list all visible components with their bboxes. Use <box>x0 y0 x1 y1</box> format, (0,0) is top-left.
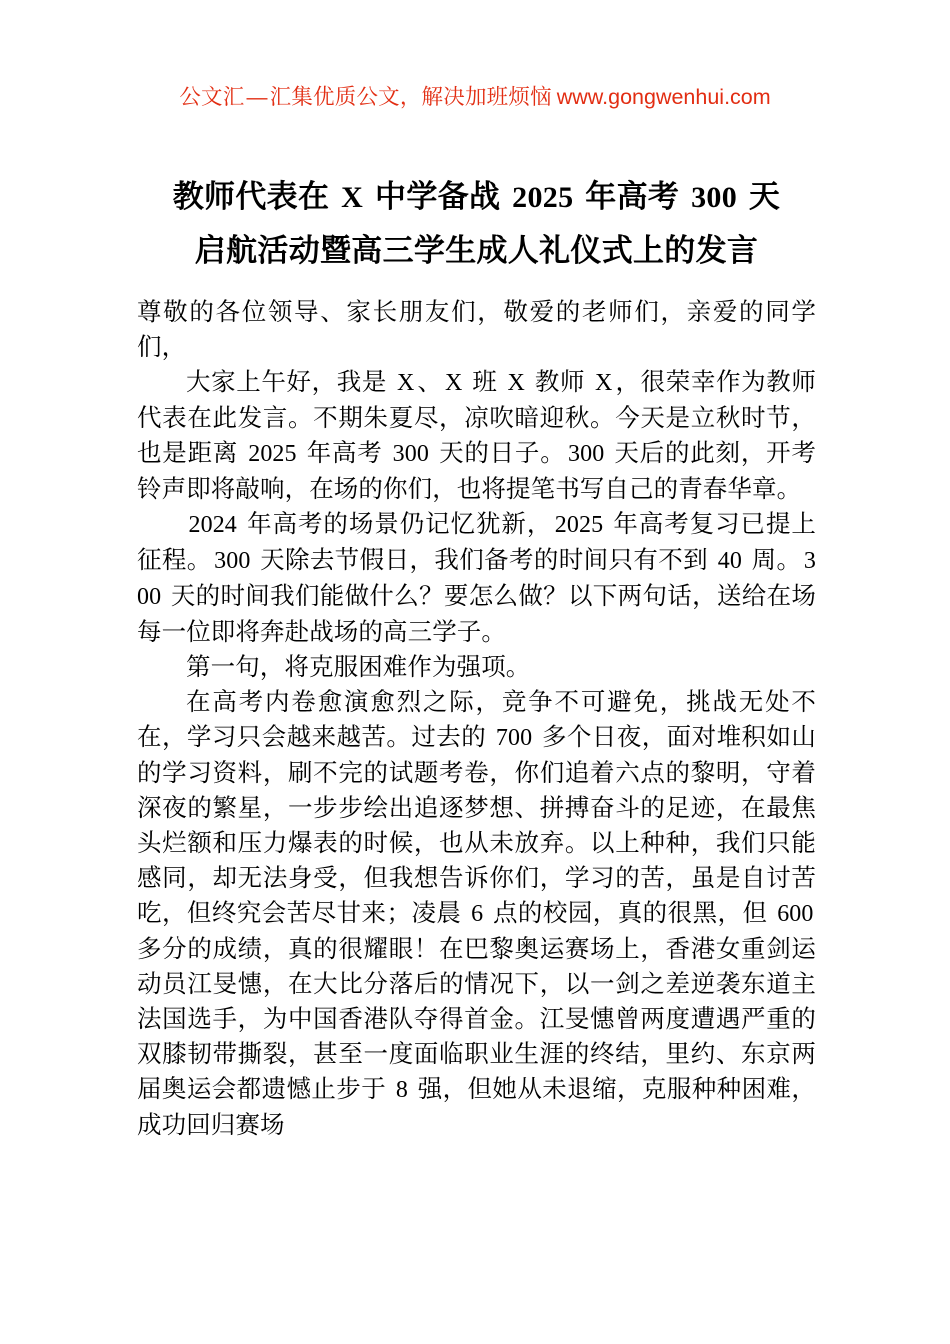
paragraph-point-one-heading: 第一句，将克服困难作为强项。 <box>186 654 531 681</box>
site-brand: 公文汇 <box>179 85 245 109</box>
paragraph-opening: 大家上午好，我是 X 、 X 班 X 教师 X ，很荣幸作为教师代表在此发言。不期朱夏尽，凉吹暗迎秋。今天是立秋时节，也是距离 2025 年高考 300 天的日子。 300 天后的此刻，开考铃声即将敲响，在场的你们，也将提笔书写自己的青春华章。 <box>137 369 816 503</box>
site-separator: — <box>246 86 268 109</box>
page-title <box>137 170 816 277</box>
document-body <box>137 170 816 1143</box>
paragraph-salutation: 尊敬的各位领导、家长朋友们，敬爱的老师们，亲爱的同学们， <box>137 299 816 361</box>
site-banner <box>0 80 950 111</box>
paragraph-point-one-body: 在高考内卷愈演愈烈之际，竞争不可避免，挑战无处不在，学习只会越来越苦。过去的 700 多个日夜，面对堆积如山的学习资料，刷不完的试题考卷，你们追着六点的黎明，守着深夜的繁星，一步步绘出追逐梦想、拼搏奋斗的足迹，在最焦头烂额和压力爆表的时候，也从未放弃。以上种种，我们只能感同，却无法身受，但我想告诉你们，学习的苦，虽是自讨苦吃，但终究会苦尽甘来；凌晨 6 点的校园，真的很黑，但 600 多分的成绩，真的很耀眼！在巴黎奥运赛场上，香港女重剑运动员江旻憓，在大比分落后的情况下，以一剑之差逆袭东道主法国选手，为中国香港队夺得首金。江旻憓曾两度遭遇严重的双膝韧带撕裂，甚至一度面临职业生涯的终结，里约、东京两届奥运会都遗憾止步于 8 强，但她从未退缩，克服种种困难，成功回归赛场 <box>137 689 816 1139</box>
page-title-line-1: 教师代表在 X 中学备战 2025 年高考 300 天 <box>172 179 781 214</box>
site-url[interactable]: www.gongwenhui.com <box>556 85 771 109</box>
paragraph-countdown: 2024 年高考的场景仍记忆犹新， 2025 年高考复习已提上征程。 300 天除去节假日，我们备考的时间只有不到 40 周。 300 天的时间我们能做什么？要怎么做？以下两句话，送给在场每一位即将奔赴战场的高三学子。 <box>137 511 816 646</box>
site-tagline: 汇集优质公文，解决加班烦恼 <box>269 85 552 109</box>
page-title-line-2: 启航活动暨高三学生成人礼仪式上的发言 <box>194 233 759 268</box>
